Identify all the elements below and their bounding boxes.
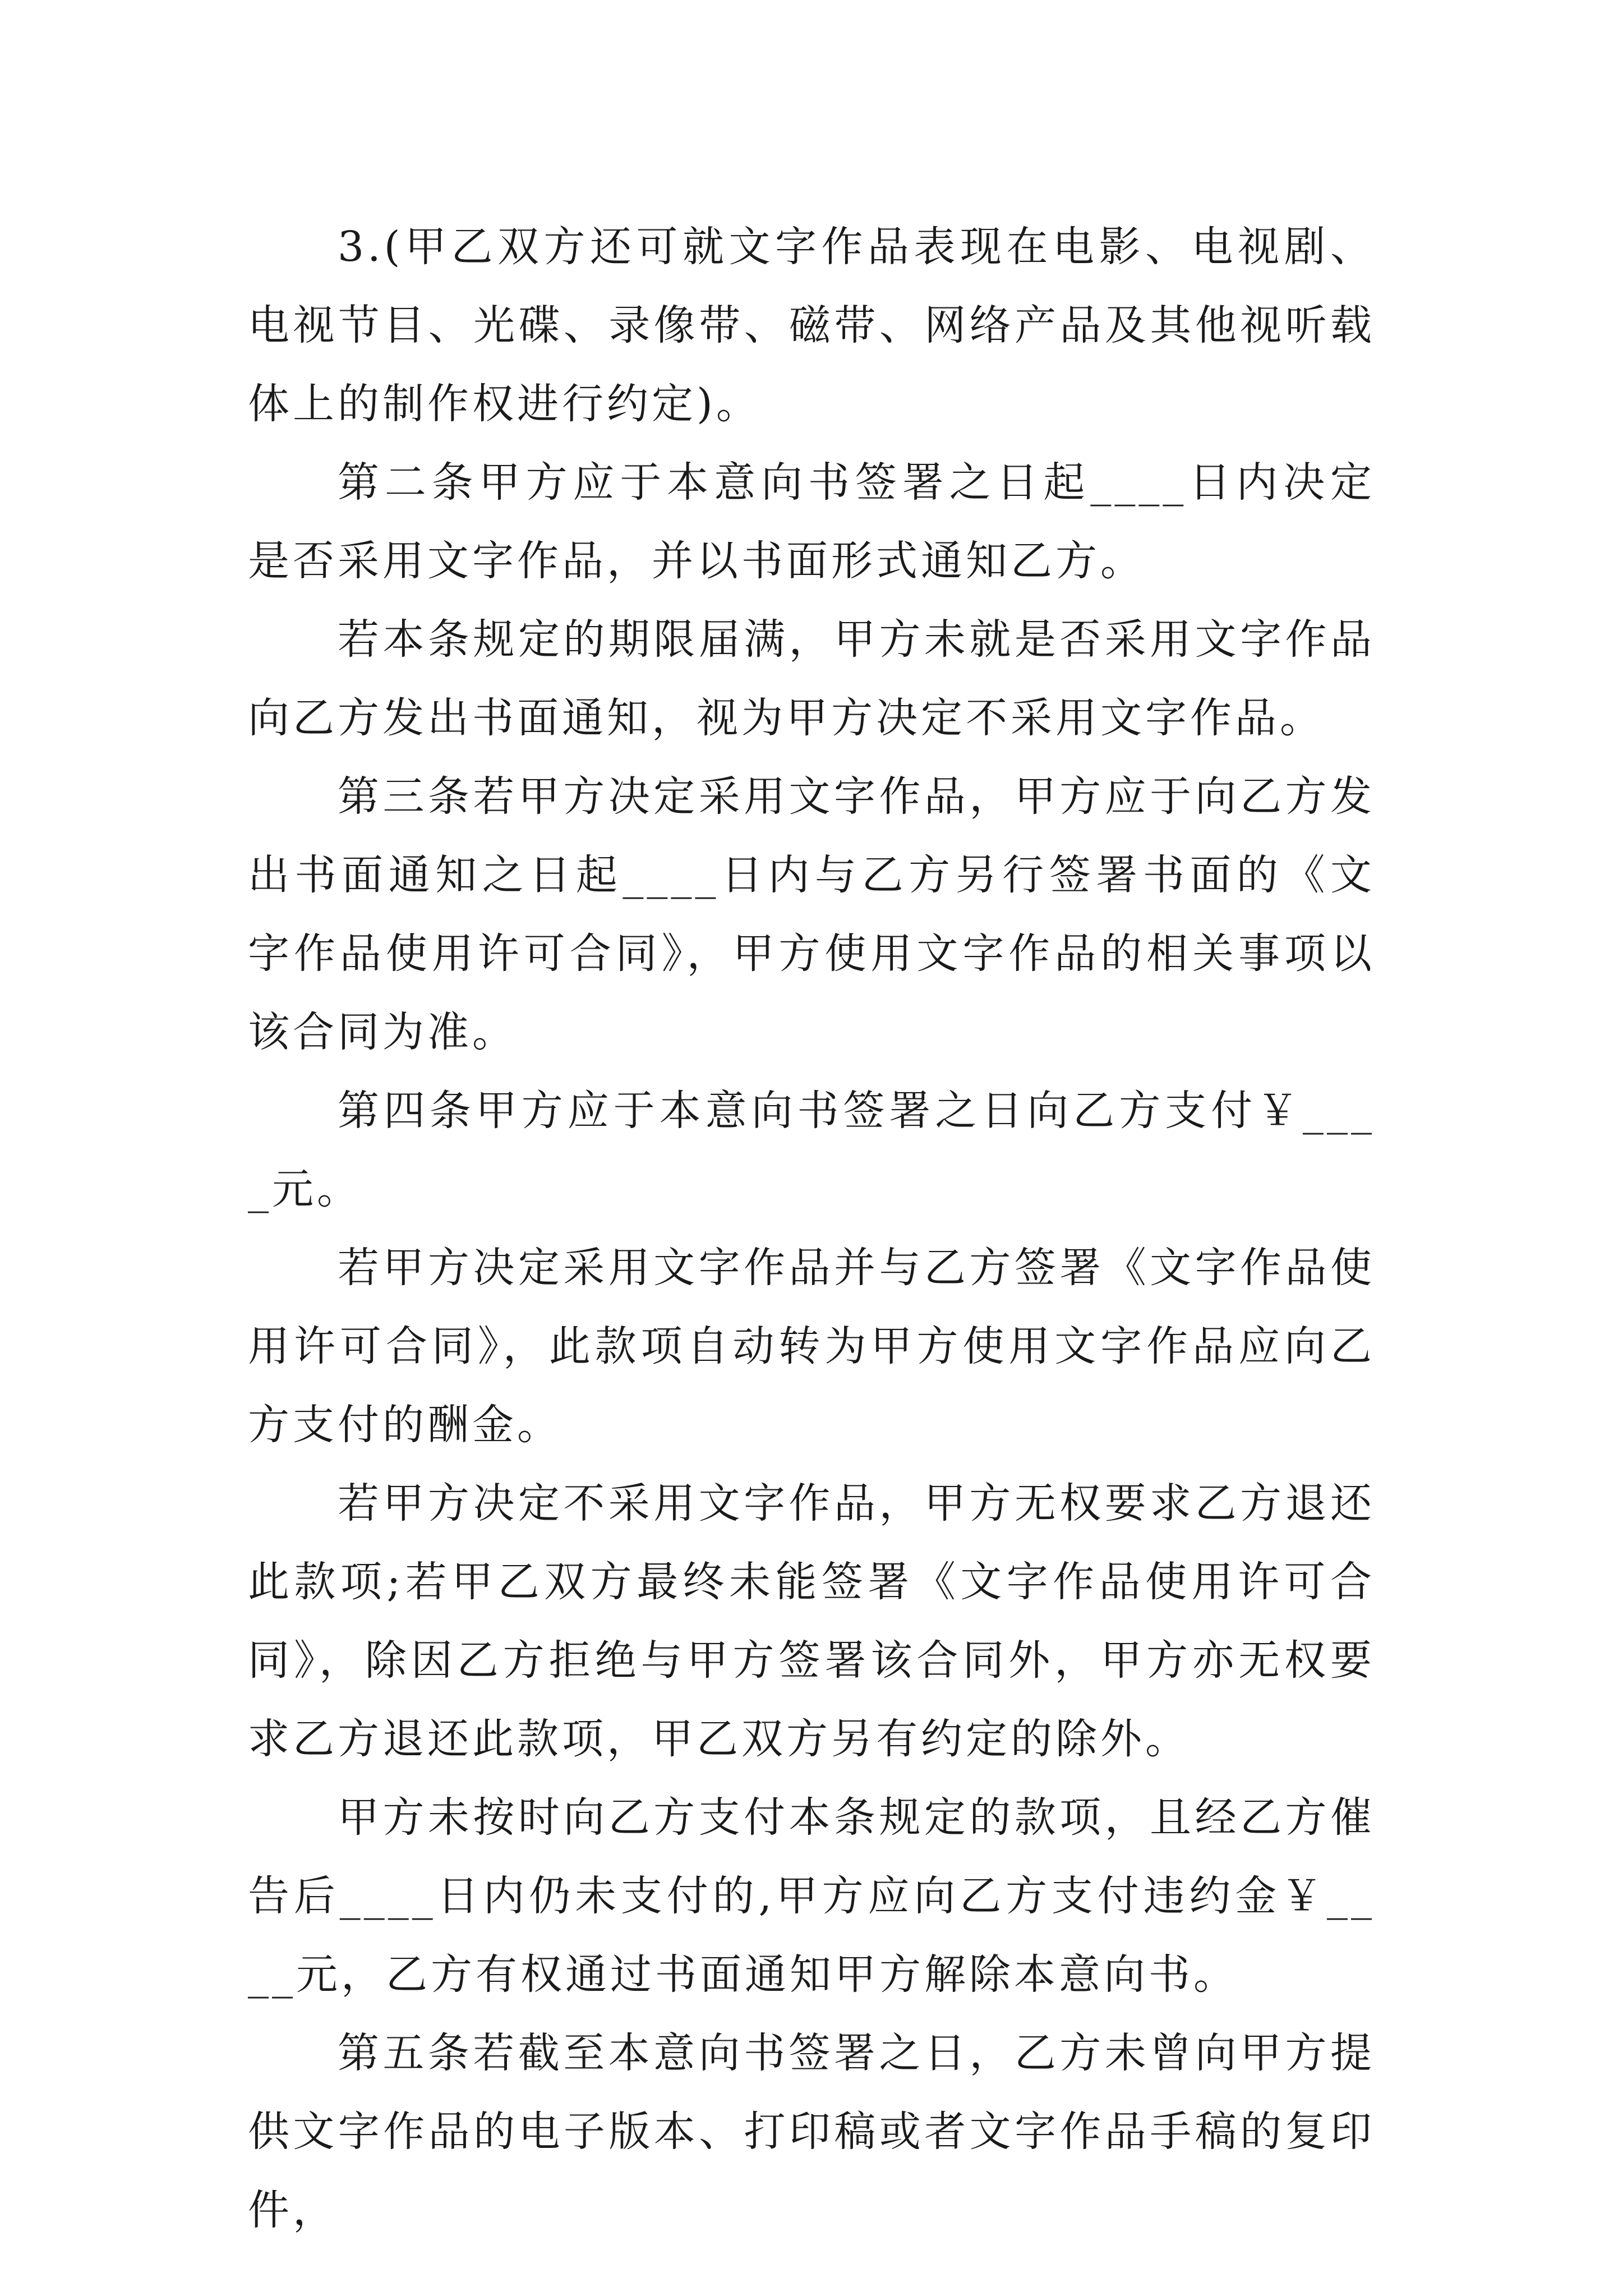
paragraph-article-4-not-adopt: 若甲方决定不采用文字作品，甲方无权要求乙方退还此款项;若甲乙双方最终未能签署《文字作品使用许可合同》，除因乙方拒绝与甲方签署该合同外，甲方亦无权要求乙方退还此款项，甲乙双方另有约定的除外。 <box>248 1479 1375 1763</box>
paragraph-article-2: 第二条甲方应于本意向书签署之日起____日内决定是否采用文字作品，并以书面形式通知乙方。 <box>248 458 1375 585</box>
paragraph-article-4-adopt: 若甲方决定采用文字作品并与乙方签署《文字作品使用许可合同》，此款项自动转为甲方使用文字作品应向乙方支付的酬金。 <box>248 1244 1375 1449</box>
paragraph-article-2-deadline: 若本条规定的期限届满，甲方未就是否采用文字作品向乙方发出书面通知，视为甲方决定不采用文字作品。 <box>248 615 1375 742</box>
paragraph-article-5: 第五条若截至本意向书签署之日，乙方未曾向甲方提供文字作品的电子版本、打印稿或者文字作品手稿的复印件， <box>248 2029 1375 2234</box>
paragraph-article-4: 第四条甲方应于本意向书签署之日向乙方支付￥____元。 <box>248 1087 1375 1213</box>
paragraph-article-4-penalty: 甲方未按时向乙方支付本条规定的款项，且经乙方催告后____日内仍未支付的,甲方应向乙方支付违约金￥____元，乙方有权通过书面通知甲方解除本意向书。 <box>248 1793 1375 1999</box>
document-body <box>248 208 1375 2249</box>
paragraph-article-3: 第三条若甲方决定采用文字作品，甲方应于向乙方发出书面通知之日起____日内与乙方另行签署书面的《文字作品使用许可合同》，甲方使用文字作品的相关事项以该合同为准。 <box>248 772 1375 1056</box>
paragraph-clause-3: 3.(甲乙双方还可就文字作品表现在电影、电视剧、电视节目、光碟、录像带、磁带、网络产品及其他视听载体上的制作权进行约定)。 <box>248 223 1375 428</box>
